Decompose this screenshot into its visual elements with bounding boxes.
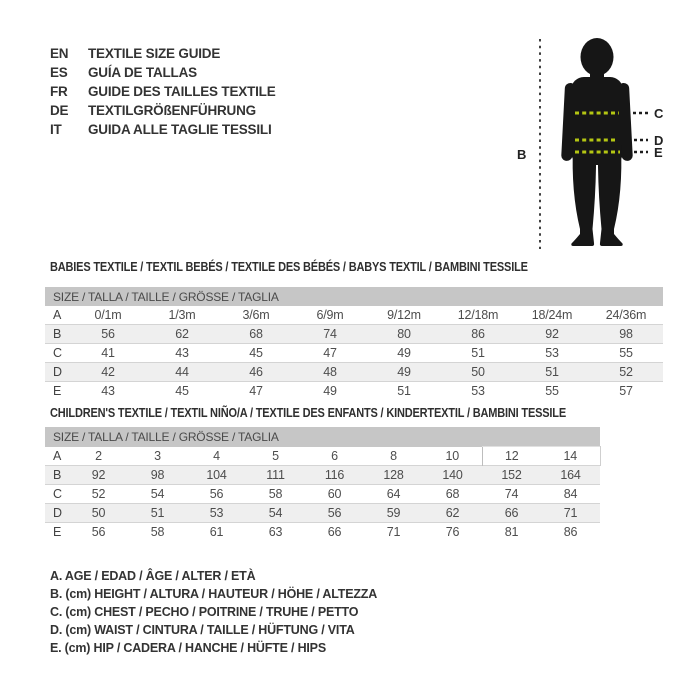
child-silhouette: [561, 38, 633, 246]
size-cell: 53: [471, 384, 485, 398]
size-cell: 6: [331, 448, 338, 463]
size-row-b: [45, 466, 600, 485]
size-cell: 51: [471, 346, 485, 360]
size-cell: 51: [397, 384, 411, 398]
size-row-d: [45, 363, 663, 382]
size-cell: 80: [367, 325, 441, 344]
size-cell: 3: [154, 448, 161, 463]
size-cell: 61: [209, 525, 224, 539]
size-cell: 51: [515, 363, 589, 382]
size-cell: 116: [305, 466, 364, 485]
size-cell: 74: [293, 325, 367, 344]
size-cell: 56: [209, 487, 224, 501]
size-cell: 62: [423, 504, 482, 523]
row-label: C: [53, 487, 62, 501]
size-cell: 18/24m: [531, 308, 573, 322]
size-cell: 52: [589, 363, 663, 382]
size-cell: 64: [386, 487, 401, 501]
size-cell: 59: [364, 504, 423, 523]
size-cell: 76: [445, 525, 460, 539]
height-label: B: [517, 147, 527, 162]
size-cell: 66: [327, 525, 342, 539]
language-title-list: [50, 44, 276, 139]
size-cell: 128: [364, 466, 423, 485]
size-cell: 50: [441, 363, 515, 382]
size-cell: 43: [175, 346, 189, 360]
size-cell: 111: [246, 466, 305, 485]
row-label: E: [53, 525, 62, 539]
size-cell: 48: [293, 363, 367, 382]
size-row-a: [45, 306, 663, 325]
size-cell: 44: [145, 363, 219, 382]
child-silhouette-figure: [505, 27, 680, 255]
row-label: D: [45, 504, 69, 523]
size-cell: 104: [187, 466, 246, 485]
size-cell: 4: [213, 448, 220, 463]
size-cell: 140: [423, 466, 482, 485]
size-cell: 60: [327, 487, 342, 501]
size-cell: 9/12m: [387, 308, 421, 322]
lang-code: EN: [50, 46, 69, 61]
size-cell: 56: [71, 325, 145, 344]
size-cell: 46: [219, 363, 293, 382]
size-cell: 53: [187, 504, 246, 523]
size-row-c: [45, 344, 663, 363]
size-cell: 6/9m: [316, 308, 344, 322]
size-cell: 84: [563, 487, 578, 501]
lang-code: DE: [50, 103, 69, 118]
size-cell: 68: [445, 487, 460, 501]
size-cell: 56: [91, 525, 106, 539]
babies-section-title: BABIES TEXTILE / TEXTIL BEBÉS / TEXTILE DES BÉBÉS / BABYS TEXTIL / BAMBINI TESSILE: [50, 260, 528, 274]
size-cell: 164: [541, 466, 600, 485]
size-cell-highlighted: 12: [482, 447, 541, 466]
children-section-title: CHILDREN'S TEXTILE / TEXTIL NIÑO/A / TEXTILE DES ENFANTS / KINDERTEXTIL / BAMBINI TESSILE: [50, 406, 567, 420]
legend-item-waist: D. (cm) WAIST / CINTURA / TAILLE / HÜFTUNG / VITA: [50, 623, 355, 637]
size-cell: 62: [145, 325, 219, 344]
size-cell: 152: [482, 466, 541, 485]
size-cell: 55: [619, 346, 633, 360]
lang-label: TEXTILE SIZE GUIDE: [88, 46, 221, 61]
size-header-row: [45, 427, 600, 447]
legend-item-chest: C. (cm) CHEST / PECHO / POITRINE / TRUHE / PETTO: [50, 605, 359, 619]
size-header-band: SIZE / TALLA / TAILLE / GRÖSSE / TAGLIA: [45, 287, 663, 306]
legend-item-hip: E. (cm) HIP / CADERA / HANCHE / HÜFTE / HIPS: [50, 641, 326, 655]
size-header-band: SIZE / TALLA / TAILLE / GRÖSSE / TAGLIA: [45, 427, 600, 447]
legend-item-height: B. (cm) HEIGHT / ALTURA / HAUTEUR / HÖHE / ALTEZZA: [50, 587, 378, 601]
size-cell: 43: [101, 384, 115, 398]
row-label: E: [53, 384, 62, 398]
size-row-b: [45, 325, 663, 344]
lang-row-en: [50, 44, 276, 63]
row-label: A: [53, 308, 62, 322]
lang-code: IT: [50, 122, 62, 137]
lang-row-es: [50, 63, 276, 82]
lang-code: ES: [50, 65, 68, 80]
size-cell: 54: [150, 487, 165, 501]
lang-label: GUÍA DE TALLAS: [88, 65, 197, 80]
size-cell: 98: [589, 325, 663, 344]
size-cell: 92: [515, 325, 589, 344]
lang-row-it: [50, 120, 276, 139]
size-cell: 50: [69, 504, 128, 523]
size-cell: 71: [541, 504, 600, 523]
size-cell: 0/1m: [94, 308, 122, 322]
row-label: C: [53, 346, 62, 360]
size-cell-highlighted: 14: [541, 447, 600, 466]
size-row-e: [45, 523, 600, 542]
size-cell: 5: [272, 448, 279, 463]
lang-row-fr: [50, 82, 276, 101]
children-size-table: [45, 427, 601, 541]
size-cell: 42: [71, 363, 145, 382]
size-cell: 68: [219, 325, 293, 344]
size-cell: 54: [246, 504, 305, 523]
chest-label: C: [654, 106, 664, 121]
size-cell: 24/36m: [605, 308, 647, 322]
size-row-c: [45, 485, 600, 504]
hip-label: E: [654, 145, 663, 160]
size-cell: 41: [101, 346, 115, 360]
size-cell: 10: [445, 448, 459, 463]
size-header-row: [45, 287, 663, 306]
lang-label: GUIDE DES TAILLES TEXTILE: [88, 84, 276, 99]
size-cell: 98: [128, 466, 187, 485]
size-cell: 47: [249, 384, 263, 398]
size-cell: 86: [563, 525, 578, 539]
lang-label: TEXTILGRÖßENFÜHRUNG: [88, 103, 256, 118]
row-label: D: [45, 363, 71, 382]
size-row-d: [45, 504, 600, 523]
size-cell: 58: [150, 525, 165, 539]
size-cell: 53: [545, 346, 559, 360]
legend-item-age: A. AGE / EDAD / ÂGE / ALTER / ETÀ: [50, 569, 256, 583]
size-cell: 49: [367, 363, 441, 382]
size-cell: 47: [323, 346, 337, 360]
size-row-e: [45, 382, 663, 401]
size-cell: 8: [390, 448, 397, 463]
size-cell: 2: [95, 448, 102, 463]
row-label: A: [53, 448, 62, 463]
waist-label: D: [654, 133, 664, 148]
size-cell: 63: [268, 525, 283, 539]
size-cell: 74: [504, 487, 519, 501]
size-cell: 52: [91, 487, 106, 501]
size-row-a: [45, 447, 600, 466]
size-cell: 45: [175, 384, 189, 398]
size-cell: 81: [504, 525, 519, 539]
row-label: B: [45, 325, 71, 344]
row-label: B: [45, 466, 69, 485]
size-cell: 45: [249, 346, 263, 360]
size-cell: 49: [323, 384, 337, 398]
lang-row-de: [50, 101, 276, 120]
size-cell: 49: [397, 346, 411, 360]
size-cell: 71: [386, 525, 401, 539]
measurement-legend: [50, 567, 377, 657]
size-cell: 3/6m: [242, 308, 270, 322]
size-cell: 1/3m: [168, 308, 196, 322]
size-cell: 55: [545, 384, 559, 398]
size-cell: 56: [305, 504, 364, 523]
size-cell: 66: [482, 504, 541, 523]
size-cell: 92: [69, 466, 128, 485]
size-cell: 57: [619, 384, 633, 398]
lang-code: FR: [50, 84, 68, 99]
lang-label: GUIDA ALLE TAGLIE TESSILI: [88, 122, 272, 137]
size-cell: 86: [441, 325, 515, 344]
size-cell: 58: [268, 487, 283, 501]
size-cell: 12/18m: [457, 308, 499, 322]
size-cell: 51: [128, 504, 187, 523]
babies-size-table: [45, 287, 663, 400]
